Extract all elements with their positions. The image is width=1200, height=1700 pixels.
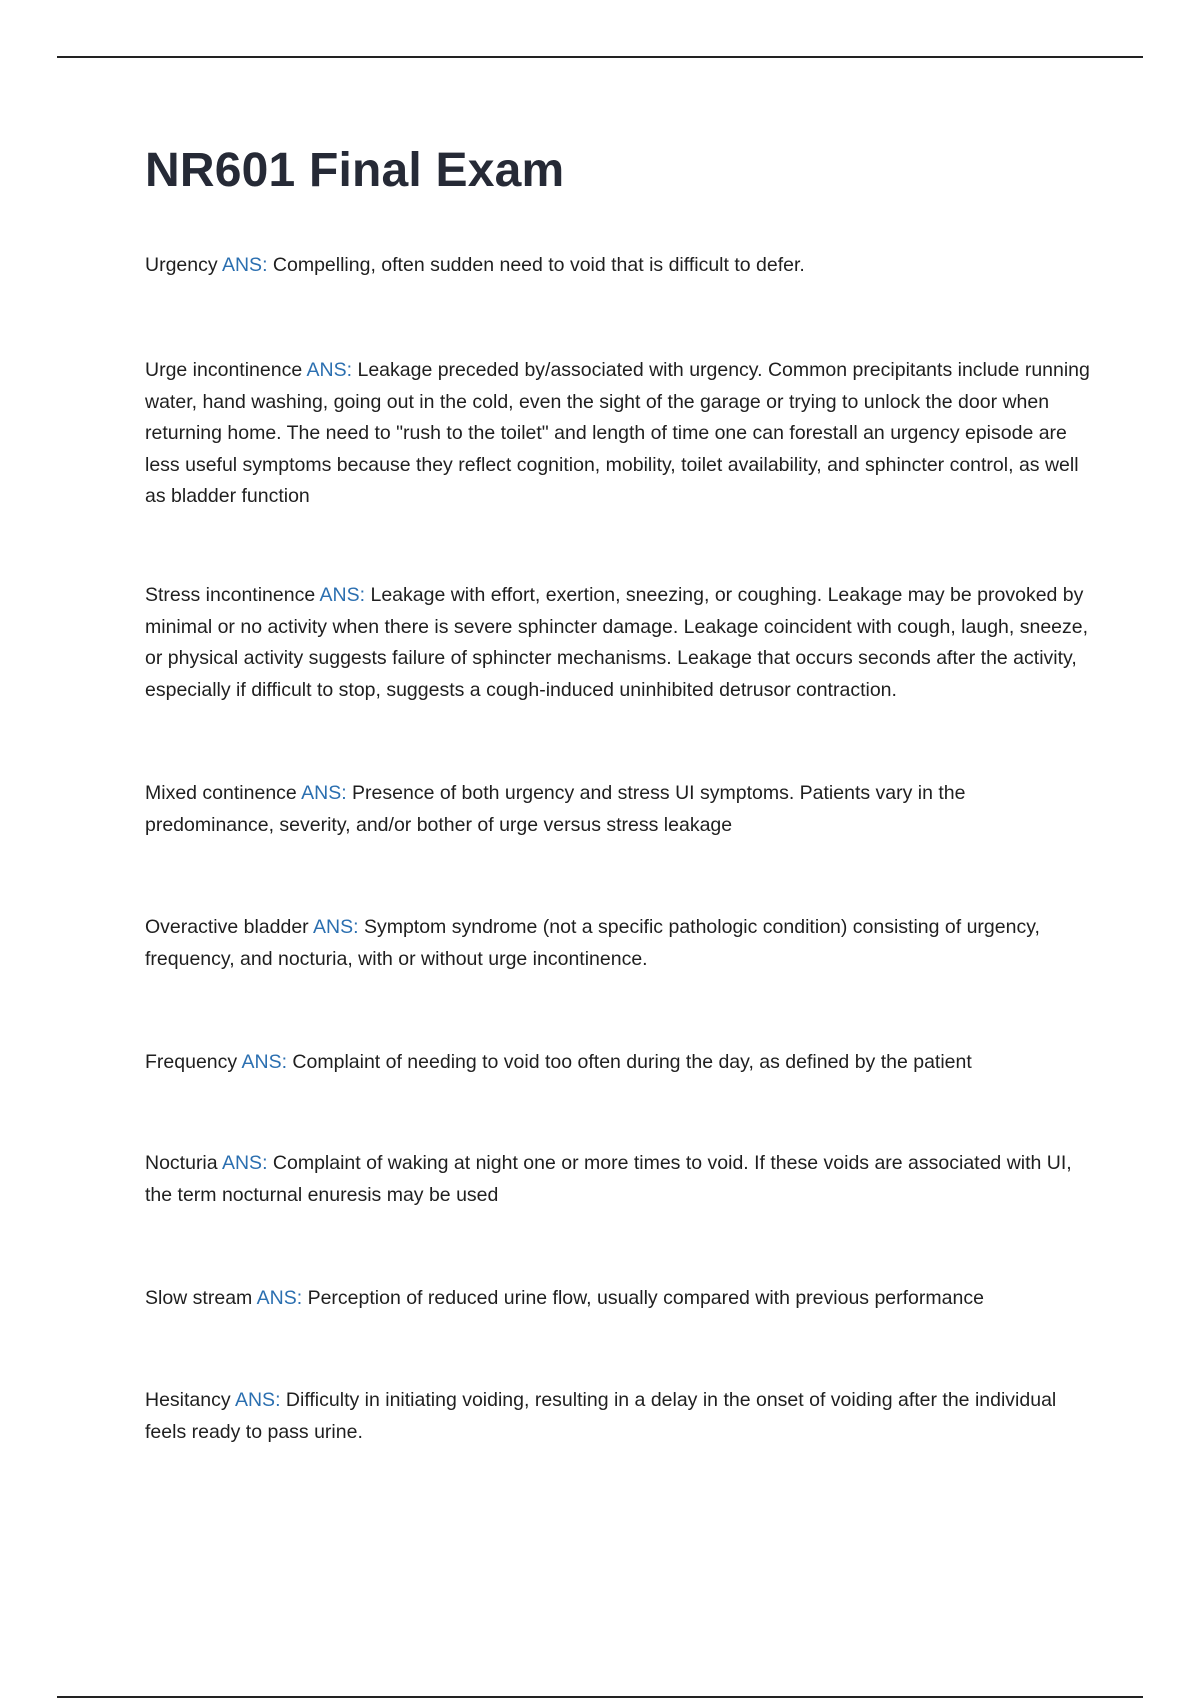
entry-term: Urge incontinence — [145, 359, 303, 381]
entry-term: Mixed continence — [145, 782, 297, 804]
qa-entry-nocturia — [145, 1148, 1090, 1211]
bottom-divider — [57, 1696, 1143, 1698]
entry-term: Hesitancy — [145, 1389, 231, 1411]
top-divider — [57, 56, 1143, 58]
qa-entry-stress-incontinence — [145, 580, 1090, 706]
entry-term: Frequency — [145, 1051, 238, 1073]
ans-label: ANS: — [301, 782, 347, 804]
ans-label: ANS: — [256, 1287, 303, 1309]
entry-definition: Presence of both urgency and stress UI symptoms. Patients vary in the predominance, severity, and/or bother of urge versus stress leakage — [145, 782, 966, 836]
entry-definition: Compelling, often sudden need to void that is difficult to defer. — [272, 254, 805, 276]
entry-definition: Leakage preceded by/associated with urgency. Common precipitants include running water, hand washing, going out in the cold, even the sight of the garage or trying to unlock the door when returning home. The need to "rush to the toilet" and length of time one can forestall an urgency episode are less useful symptoms because they reflect cognition, mobility, toilet availability, and sphincter control, as well as bladder function — [145, 359, 1090, 507]
qa-entry-urgency — [145, 250, 1090, 282]
ans-label: ANS: — [313, 916, 359, 938]
qa-entry-overactive-bladder — [145, 912, 1090, 975]
ans-label: ANS: — [234, 1389, 281, 1411]
ans-label: ANS: — [319, 584, 366, 606]
qa-entry-mixed-continence — [145, 778, 1090, 841]
ans-label: ANS: — [306, 359, 353, 381]
entry-term: Urgency — [145, 254, 218, 276]
entry-term: Overactive bladder — [145, 916, 309, 938]
entry-definition: Symptom syndrome (not a specific pathologic condition) consisting of urgency, frequency, and nocturia, with or without urge incontinence. — [145, 916, 1040, 970]
entry-definition: Complaint of waking at night one or more times to void. If these voids are associated with UI, the term nocturnal enuresis may be used — [145, 1152, 1072, 1206]
qa-entry-frequency — [145, 1047, 1090, 1079]
ans-label: ANS: — [241, 1051, 287, 1073]
qa-entry-urge-incontinence — [145, 355, 1090, 513]
entry-definition: Difficulty in initiating voiding, resulting in a delay in the onset of voiding after the individual feels ready to pass urine. — [145, 1389, 1057, 1443]
entry-definition: Perception of reduced urine flow, usually compared with previous performance — [307, 1287, 984, 1309]
page-title: NR601 Final Exam — [145, 144, 565, 197]
qa-entry-hesitancy — [145, 1385, 1090, 1448]
qa-entry-slow-stream — [145, 1283, 1090, 1315]
entry-definition: Complaint of needing to void too often during the day, as defined by the patient — [292, 1051, 972, 1073]
ans-label: ANS: — [221, 1152, 268, 1174]
entry-term: Stress incontinence — [145, 584, 316, 606]
entry-definition: Leakage with effort, exertion, sneezing, or coughing. Leakage may be provoked by minimal or no activity when there is severe sphincter damage. Leakage coincident with cough, laugh, sneeze, or physical activity suggests failure of sphincter mechanisms. Leakage that occurs seconds after the activity, especially if difficult to stop, suggests a cough-induced uninhibited detrusor contraction. — [145, 584, 1089, 701]
entry-term: Slow stream — [145, 1287, 253, 1309]
entry-term: Nocturia — [145, 1152, 218, 1174]
ans-label: ANS: — [221, 254, 268, 276]
